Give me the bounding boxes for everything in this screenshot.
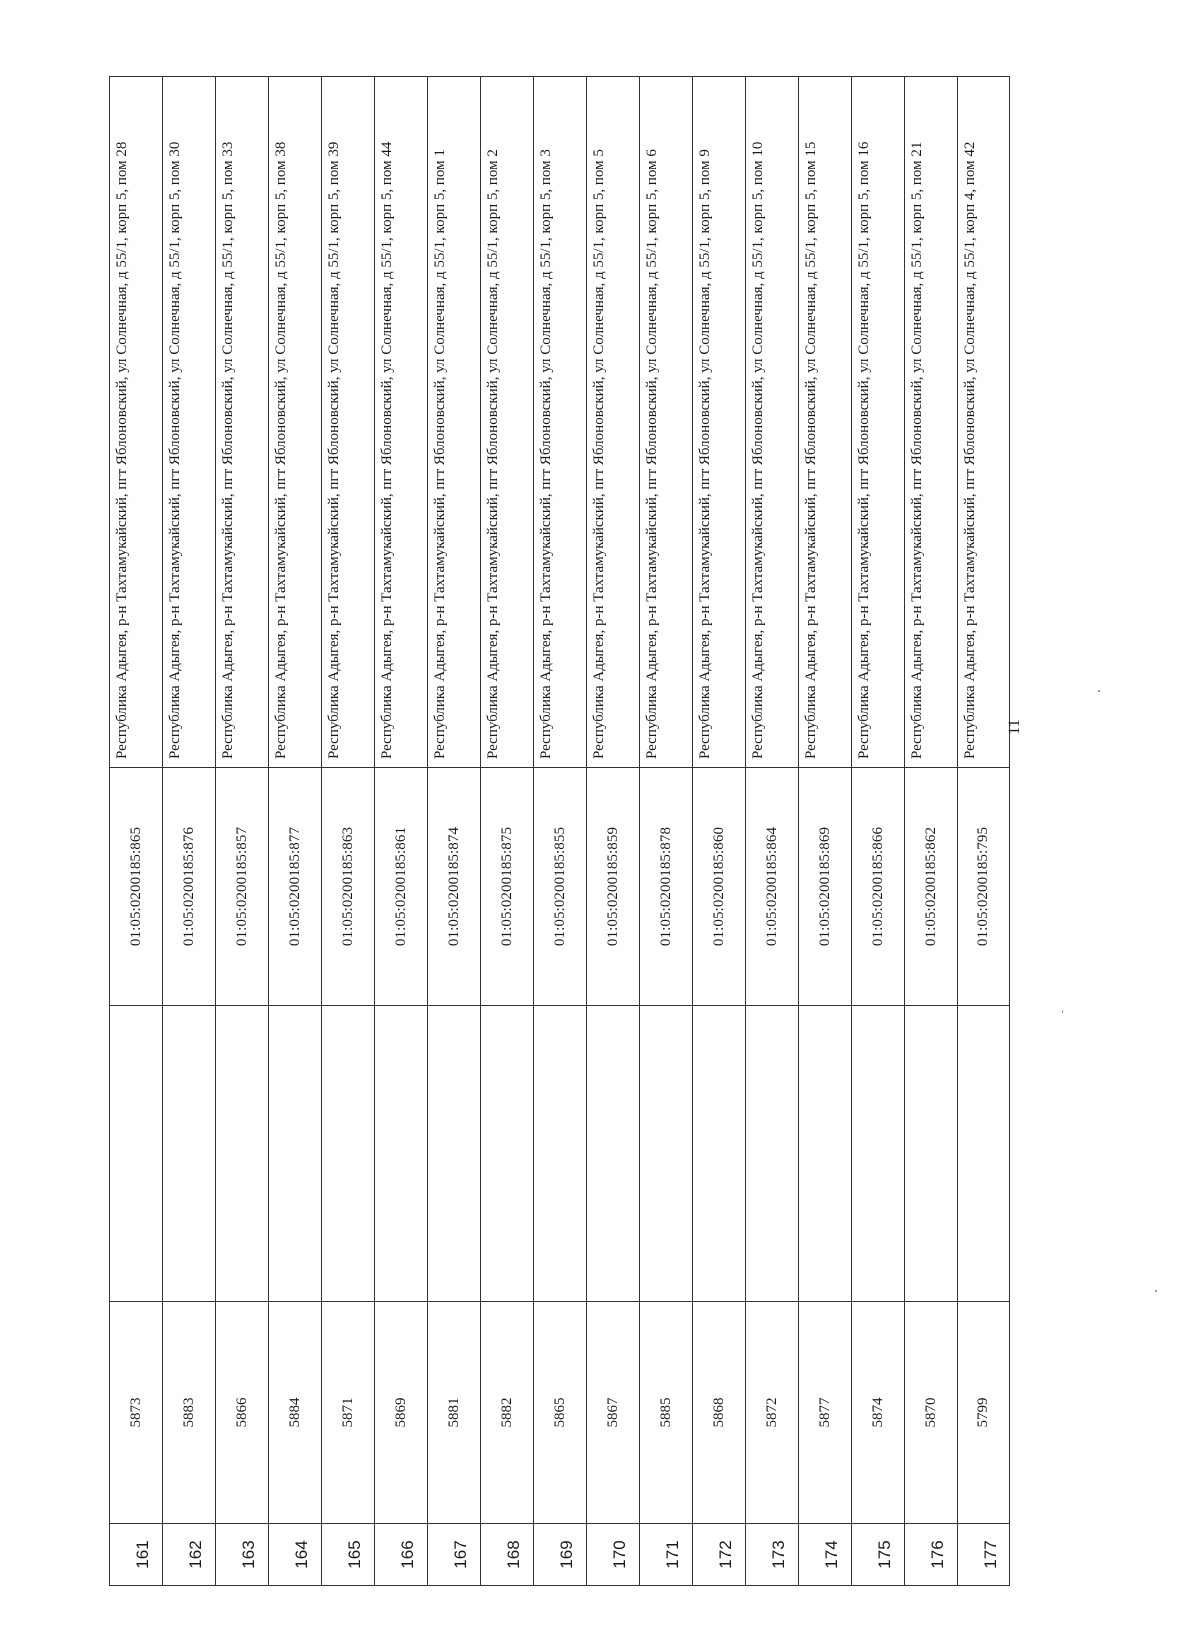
row-number-cell-text: 169 [557, 1540, 576, 1569]
rotated-table-page [109, 76, 1011, 1586]
table-row [851, 76, 904, 1586]
empty-cell [375, 1006, 427, 1302]
table-row [692, 76, 745, 1586]
object-code-cell [905, 1302, 957, 1524]
address-cell-text: Республика Адыгея, р-н Тахтамукайский, пгт Яблоновский, ул Солнечная, д 55/1, корп 5, пом 21 [909, 141, 925, 759]
table-row [957, 76, 1010, 1586]
row-number-cell [269, 1524, 321, 1586]
object-code-cell-text: 5872 [763, 1397, 780, 1428]
cadastral-number-cell-text: 01:05:0200185:864 [763, 826, 780, 947]
row-number-cell [110, 1524, 162, 1586]
address-cell [269, 76, 321, 768]
cadastral-number-cell-text: 01:05:0200185:861 [392, 826, 409, 947]
address-cell-text: Республика Адыгея, р-н Тахтамукайский, пгт Яблоновский, ул Солнечная, д 55/1, корп 5, пом 9 [697, 149, 713, 759]
row-number-cell [375, 1524, 427, 1586]
row-number-cell [163, 1524, 215, 1586]
cadastral-number-cell-text: 01:05:0200185:860 [710, 826, 727, 947]
table-row [639, 76, 692, 1586]
cadastral-number-cell-text: 01:05:0200185:878 [657, 826, 674, 947]
row-number-cell-text: 164 [292, 1540, 311, 1569]
table-row [586, 76, 639, 1586]
object-code-cell-text: 5868 [710, 1397, 727, 1428]
address-cell [693, 76, 745, 768]
address-cell [216, 76, 268, 768]
empty-cell [958, 1006, 1009, 1302]
row-number-cell [693, 1524, 745, 1586]
address-cell [481, 76, 533, 768]
table-row [374, 76, 427, 1586]
address-cell-text: Республика Адыгея, р-н Тахтамукайский, пгт Яблоновский, ул Солнечная, д 55/1, корп 5, пом 38 [273, 141, 289, 759]
cadastral-number-cell [216, 768, 268, 1006]
table-row [321, 76, 374, 1586]
cadastral-number-cell-text: 01:05:0200185:874 [445, 826, 462, 947]
object-code-cell [110, 1302, 162, 1524]
empty-cell [905, 1006, 957, 1302]
row-number-cell-text: 167 [451, 1540, 470, 1569]
scan-speck [1155, 1290, 1157, 1292]
cadastral-number-cell [693, 768, 745, 1006]
cadastral-number-cell [481, 768, 533, 1006]
object-code-cell-text: 5874 [869, 1397, 886, 1428]
cadastral-number-cell-text: 01:05:0200185:877 [286, 826, 303, 947]
address-cell [322, 76, 374, 768]
cadastral-number-cell-text: 01:05:0200185:869 [816, 826, 833, 947]
object-code-cell [958, 1302, 1009, 1524]
object-code-cell-text: 5870 [922, 1397, 939, 1428]
table-row [480, 76, 533, 1586]
address-cell-text: Республика Адыгея, р-н Тахтамукайский, пгт Яблоновский, ул Солнечная, д 55/1, корп 5, пом 16 [856, 141, 872, 759]
address-cell-text: Республика Адыгея, р-н Тахтамукайский, пгт Яблоновский, ул Солнечная, д 55/1, корп 5, пом 10 [750, 141, 766, 759]
empty-cell [481, 1006, 533, 1302]
empty-cell [746, 1006, 798, 1302]
cadastral-number-cell-text: 01:05:0200185:855 [551, 826, 568, 947]
address-cell-text: Республика Адыгея, р-н Тахтамукайский, пгт Яблоновский, ул Солнечная, д 55/1, корп 5, пом 2 [485, 149, 501, 759]
row-number-cell-text: 168 [504, 1540, 523, 1569]
cadastral-number-cell-text: 01:05:0200185:863 [339, 826, 356, 947]
address-cell-text: Республика Адыгея, р-н Тахтамукайский, пгт Яблоновский, ул Солнечная, д 55/1, корп 5, пом 28 [114, 141, 130, 759]
row-number-cell [428, 1524, 480, 1586]
table-row [427, 76, 480, 1586]
object-code-cell-text: 5882 [498, 1397, 515, 1428]
row-number-cell-text: 177 [980, 1540, 1000, 1569]
row-number-cell-text: 166 [398, 1540, 417, 1569]
row-number-cell [852, 1524, 904, 1586]
address-cell-text: Республика Адыгея, р-н Тахтамукайский, пгт Яблоновский, ул Солнечная, д 55/1, корп 5, пом 15 [803, 141, 819, 759]
row-number-cell-text: 175 [875, 1540, 894, 1569]
empty-cell [428, 1006, 480, 1302]
object-code-cell-text: 5871 [339, 1397, 356, 1428]
object-code-cell [640, 1302, 692, 1524]
row-number-cell-text: 165 [345, 1540, 364, 1569]
cadastral-number-cell [534, 768, 586, 1006]
object-code-cell [428, 1302, 480, 1524]
object-code-cell [216, 1302, 268, 1524]
table-row [162, 76, 215, 1586]
address-cell [640, 76, 692, 768]
object-code-cell-text: 5877 [816, 1397, 833, 1428]
cadastral-number-cell-text: 01:05:0200185:865 [127, 826, 144, 947]
empty-cell [322, 1006, 374, 1302]
table-row [904, 76, 957, 1586]
address-cell [375, 76, 427, 768]
address-cell [428, 76, 480, 768]
empty-cell [163, 1006, 215, 1302]
object-code-cell [587, 1302, 639, 1524]
address-cell [110, 76, 162, 768]
address-cell-text: Республика Адыгея, р-н Тахтамукайский, пгт Яблоновский, ул Солнечная, д 55/1, корп 5, пом 6 [644, 149, 660, 759]
table-row [215, 76, 268, 1586]
property-table [109, 76, 1011, 1586]
object-code-cell-text: 5865 [551, 1397, 568, 1428]
object-code-cell [481, 1302, 533, 1524]
address-cell [852, 76, 904, 768]
page-number: 11 [1006, 719, 1023, 735]
address-cell [905, 76, 957, 768]
address-cell [958, 76, 1009, 768]
cadastral-number-cell [746, 768, 798, 1006]
cadastral-number-cell [269, 768, 321, 1006]
row-number-cell-text: 174 [822, 1540, 841, 1569]
scan-speck [1062, 1010, 1063, 1013]
object-code-cell [852, 1302, 904, 1524]
object-code-cell-text: 5866 [233, 1397, 250, 1428]
cadastral-number-cell [640, 768, 692, 1006]
address-cell-text: Республика Адыгея, р-н Тахтамукайский, пгт Яблоновский, ул Солнечная, д 55/1, корп 5, пом 3 [538, 149, 554, 759]
cadastral-number-cell [852, 768, 904, 1006]
empty-cell [693, 1006, 745, 1302]
object-code-cell-text: 5873 [127, 1397, 144, 1428]
row-number-cell [746, 1524, 798, 1586]
object-code-cell [163, 1302, 215, 1524]
row-number-cell-text: 163 [239, 1540, 258, 1569]
object-code-cell [799, 1302, 851, 1524]
cadastral-number-cell-text: 01:05:0200185:859 [604, 826, 621, 947]
table-row [268, 76, 321, 1586]
object-code-cell-text: 5881 [445, 1397, 462, 1428]
empty-cell [110, 1006, 162, 1302]
address-cell-text: Республика Адыгея, р-н Тахтамукайский, пгт Яблоновский, ул Солнечная, д 55/1, корп 5, пом 39 [326, 141, 342, 759]
cadastral-number-cell-text: 01:05:0200185:857 [233, 826, 250, 947]
cadastral-number-cell-text: 01:05:0200185:875 [498, 826, 515, 947]
table-row [745, 76, 798, 1586]
cadastral-number-cell-text: 01:05:0200185:866 [869, 826, 886, 947]
address-cell [163, 76, 215, 768]
table-row [798, 76, 851, 1586]
table-row [109, 76, 162, 1586]
row-number-cell [322, 1524, 374, 1586]
object-code-cell [375, 1302, 427, 1524]
address-cell-text: Республика Адыгея, р-н Тахтамукайский, пгт Яблоновский, ул Солнечная, д 55/1, корп 5, пом 44 [379, 141, 395, 759]
cadastral-number-cell [428, 768, 480, 1006]
address-cell-text: Республика Адыгея, р-н Тахтамукайский, пгт Яблоновский, ул Солнечная, д 55/1, корп 5, пом 30 [167, 141, 183, 759]
row-number-cell-text: 171 [663, 1540, 682, 1569]
cadastral-number-cell [163, 768, 215, 1006]
empty-cell [852, 1006, 904, 1302]
object-code-cell-text: 5869 [392, 1397, 409, 1428]
object-code-cell [269, 1302, 321, 1524]
row-number-cell-text: 172 [716, 1540, 735, 1569]
object-code-cell-text: 5885 [657, 1397, 674, 1428]
scan-speck [1098, 690, 1100, 692]
address-cell [534, 76, 586, 768]
address-cell-text: Республика Адыгея, р-н Тахтамукайский, пгт Яблоновский, ул Солнечная, д 55/1, корп 4, пом 42 [962, 141, 978, 759]
address-cell [587, 76, 639, 768]
object-code-cell [693, 1302, 745, 1524]
address-cell [799, 76, 851, 768]
empty-cell [269, 1006, 321, 1302]
cadastral-number-cell [799, 768, 851, 1006]
object-code-cell-text: 5799 [975, 1397, 991, 1428]
empty-cell [640, 1006, 692, 1302]
address-cell-text: Республика Адыгея, р-н Тахтамукайский, пгт Яблоновский, ул Солнечная, д 55/1, корп 5, пом 1 [432, 149, 448, 759]
empty-cell [799, 1006, 851, 1302]
cadastral-number-cell [110, 768, 162, 1006]
object-code-cell [746, 1302, 798, 1524]
row-number-cell-text: 170 [610, 1540, 629, 1569]
address-cell-text: Республика Адыгея, р-н Тахтамукайский, пгт Яблоновский, ул Солнечная, д 55/1, корп 5, пом 5 [591, 149, 607, 759]
cadastral-number-cell [905, 768, 957, 1006]
object-code-cell [534, 1302, 586, 1524]
row-number-cell-text: 162 [186, 1540, 205, 1569]
empty-cell [534, 1006, 586, 1302]
cadastral-number-cell-text: 01:05:0200185:795 [975, 826, 991, 947]
cadastral-number-cell [958, 768, 1009, 1006]
row-number-cell [640, 1524, 692, 1586]
address-cell-text: Республика Адыгея, р-н Тахтамукайский, пгт Яблоновский, ул Солнечная, д 55/1, корп 5, пом 33 [220, 141, 236, 759]
object-code-cell [322, 1302, 374, 1524]
row-number-cell [481, 1524, 533, 1586]
empty-cell [587, 1006, 639, 1302]
row-number-cell [799, 1524, 851, 1586]
empty-cell [216, 1006, 268, 1302]
row-number-cell-text: 173 [769, 1540, 788, 1569]
row-number-cell [958, 1524, 1009, 1586]
row-number-cell [587, 1524, 639, 1586]
cadastral-number-cell-text: 01:05:0200185:862 [922, 826, 939, 947]
row-number-cell [534, 1524, 586, 1586]
address-cell [746, 76, 798, 768]
cadastral-number-cell [587, 768, 639, 1006]
table-row [533, 76, 586, 1586]
object-code-cell-text: 5867 [604, 1397, 621, 1428]
object-code-cell-text: 5884 [286, 1397, 303, 1428]
row-number-cell-text: 161 [133, 1540, 152, 1569]
row-number-cell [216, 1524, 268, 1586]
row-number-cell [905, 1524, 957, 1586]
object-code-cell-text: 5883 [180, 1397, 197, 1428]
cadastral-number-cell [322, 768, 374, 1006]
row-number-cell-text: 176 [928, 1540, 947, 1569]
cadastral-number-cell-text: 01:05:0200185:876 [180, 826, 197, 947]
cadastral-number-cell [375, 768, 427, 1006]
